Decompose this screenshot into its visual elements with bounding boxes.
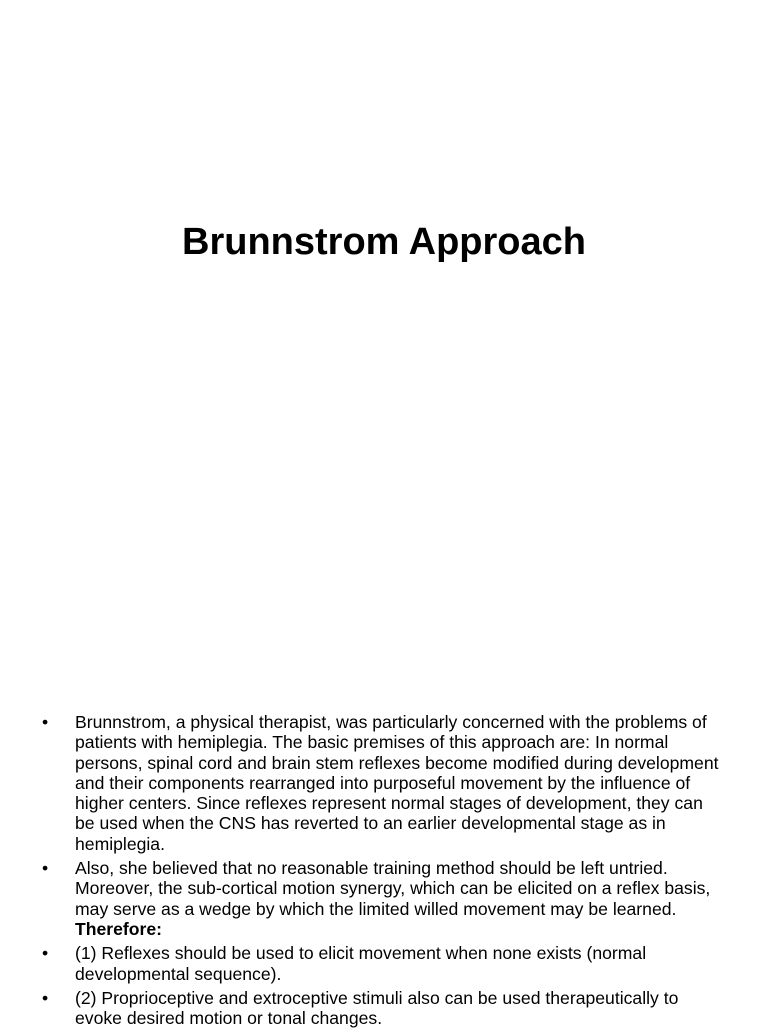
bullet-item <box>42 988 722 1029</box>
slide-title: Brunnstrom Approach <box>182 221 586 263</box>
bullet-bold-text: Therefore: <box>75 918 163 939</box>
bullet-item <box>42 858 722 939</box>
bullet-list <box>42 712 722 1032</box>
bullet-text: (1) Reflexes should be used to elicit movement when none exists (normal developmental sequence). <box>75 943 647 984</box>
bullet-text: Also, she believed that no reasonable training method should be left untried. Moreover, the sub-cortical motion synergy, which can be elicited on a reflex basis, may serve as a wedge by which the limited willed movement may be learned. <box>75 858 711 919</box>
bullet-dot-icon: • <box>42 987 49 1008</box>
bullet-text: Brunnstrom, a physical therapist, was particularly concerned with the problems of patients with hemiplegia. The basic premises of this approach are: In normal persons, spinal cord and brain stem reflexes become modified during development and their components rearranged into purposeful movement by the influence of higher centers. Since reflexes represent normal stages of development, they can be used when the CNS has reverted to an earlier developmental stage as in hemiplegia. <box>75 712 719 854</box>
bullet-dot-icon: • <box>42 943 49 964</box>
bullet-item <box>42 943 722 984</box>
bullet-dot-icon: • <box>42 858 49 879</box>
bullet-text: (2) Proprioceptive and extroceptive stimuli also can be used therapeutically to evoke desired motion or tonal changes. <box>75 987 679 1029</box>
bullet-item <box>42 712 722 854</box>
bullet-dot-icon: • <box>42 712 49 732</box>
